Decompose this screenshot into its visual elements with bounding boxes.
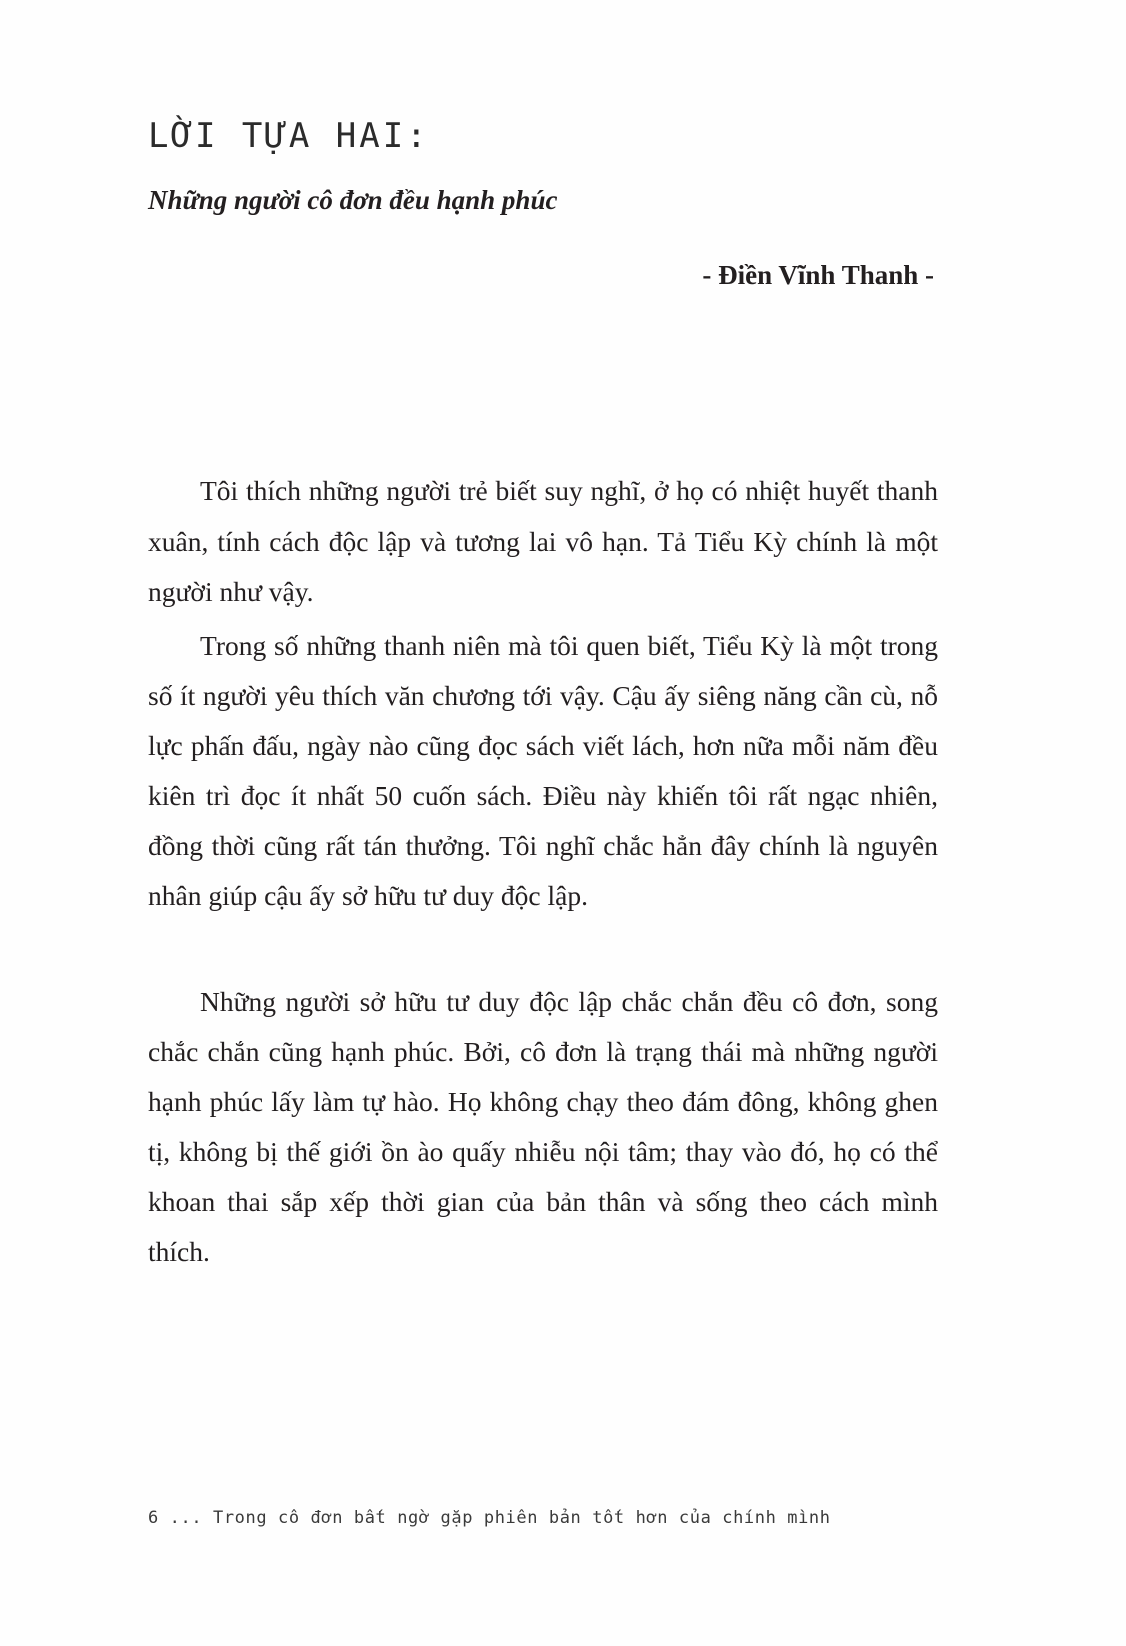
body-text xyxy=(148,466,938,1277)
page-footer: 6 ... Trong cô đơn bất ngờ gặp phiên bản tốt hơn của chính mình xyxy=(148,1508,831,1528)
paragraph: Tôi thích những người trẻ biết suy nghĩ, ở họ có nhiệt huyết thanh xuân, tính cách độc lập và tương lai vô hạn. Tả Tiểu Kỳ chính là một người như vậy. xyxy=(148,475,938,607)
author-attribution: - Điền Vĩnh Thanh - xyxy=(702,260,934,291)
paragraph: Trong số những thanh niên mà tôi quen biết, Tiểu Kỳ là một trong số ít người yêu thích văn chương tới vậy. Cậu ấy siêng năng cần cù, nỗ lực phấn đấu, ngày nào cũng đọc sách viết lách, hơn nữa mỗi năm đều kiên trì đọc ít nhất 50 cuốn sách. Điều này khiến tôi rất ngạc nhiên, đồng thời cũng rất tán thưởng. Tôi nghĩ chắc hẳn đây chính là nguyên nhân giúp cậu ấy sở hữu tư duy độc lập. xyxy=(148,629,938,911)
page-content xyxy=(148,118,938,1281)
page-title: LỜI TỰA HAI: xyxy=(148,116,430,156)
paragraph: Những người sở hữu tư duy độc lập chắc chắn đều cô đơn, song chắc chắn cũng hạnh phúc. Bởi, cô đơn là trạng thái mà những người hạnh phúc lấy làm tự hào. Họ không chạy theo đám đông, không ghen tị, không bị thế giới ồn ào quấy nhiễu nội tâm; thay vào đó, họ có thể khoan thai sắp xếp thời gian của bản thân và sống theo cách mình thích. xyxy=(148,985,938,1268)
page-subtitle: Những người cô đơn đều hạnh phúc xyxy=(148,185,558,216)
